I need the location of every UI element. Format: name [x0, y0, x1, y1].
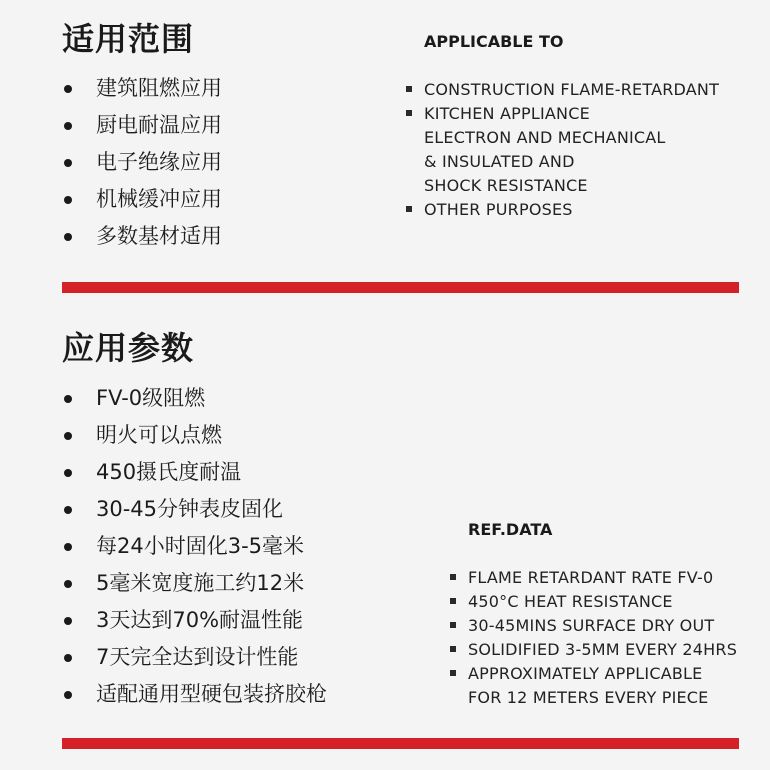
bullet-dot-icon: [64, 395, 72, 403]
en-item-line: SOLIDIFIED 3-5MM EVERY 24HRS: [468, 640, 738, 659]
en-item-line: CONSTRUCTION FLAME-RETARDANT: [424, 80, 720, 99]
cn-item-text: 30-45分钟表皮固化: [96, 497, 284, 521]
bullet-dot-icon: [64, 196, 72, 204]
en-list-item: [450, 590, 737, 614]
cn-list-item: [62, 417, 327, 454]
cn-list-item: [62, 144, 222, 181]
bullet-square-icon: [450, 598, 456, 604]
cn-item-text: 建筑阻燃应用: [96, 76, 222, 100]
bullet-square-icon: [450, 646, 456, 652]
cn-item-text: 机械缓冲应用: [96, 187, 222, 211]
en-list-item: [450, 566, 737, 590]
cn-item-text: 7天完全达到设计性能: [96, 645, 299, 669]
cn-item-text: 5毫米宽度施工约12米: [96, 571, 305, 595]
en-item-line: FLAME RETARDANT RATE FV-0: [468, 568, 714, 587]
en-item-line: & INSULATED AND: [424, 152, 575, 171]
cn-item-text: 适配通用型硬包装挤胶枪: [96, 682, 327, 706]
applicable-cn-list: [62, 70, 222, 255]
parameters-cn-list: [62, 380, 327, 713]
bullet-dot-icon: [64, 543, 72, 551]
cn-list-item: [62, 218, 222, 255]
bullet-dot-icon: [64, 122, 72, 130]
bullet-dot-icon: [64, 506, 72, 514]
cn-item-text: 每24小时固化3-5毫米: [96, 534, 305, 558]
bullet-dot-icon: [64, 233, 72, 241]
bullet-square-icon: [406, 206, 412, 212]
en-item-line: KITCHEN APPLIANCE: [424, 104, 590, 123]
en-list-item: [450, 614, 737, 638]
en-item-line: ELECTRON AND MECHANICAL: [424, 128, 666, 147]
cn-list-item: [62, 491, 327, 528]
cn-item-text: 多数基材适用: [96, 224, 222, 248]
cn-item-text: 3天达到70%耐温性能: [96, 608, 304, 632]
bullet-dot-icon: [64, 617, 72, 625]
en-list-item: [450, 662, 737, 710]
cn-list-item: [62, 528, 327, 565]
bullet-square-icon: [450, 574, 456, 580]
section-divider-bar: [62, 282, 739, 293]
cn-list-item: [62, 565, 327, 602]
section-parameters-heading: 应用参数: [62, 329, 195, 367]
section-divider-bar-bottom: [62, 738, 739, 749]
en-item-line: 450°C HEAT RESISTANCE: [468, 592, 673, 611]
refdata-en-list: [450, 566, 737, 710]
cn-list-item: [62, 181, 222, 218]
cn-list-item: [62, 639, 327, 676]
en-item-line: OTHER PURPOSES: [424, 200, 573, 219]
cn-list-item: [62, 70, 222, 107]
refdata-en-title: REF.DATA: [468, 520, 553, 539]
cn-item-text: 450摄氏度耐温: [96, 460, 242, 484]
en-item-line: APPROXIMATELY APPLICABLE: [468, 664, 703, 683]
cn-item-text: FV-0级阻燃: [96, 386, 206, 410]
en-list-item: [406, 198, 719, 222]
cn-item-text: 电子绝缘应用: [96, 150, 222, 174]
bullet-dot-icon: [64, 580, 72, 588]
en-item-line: 30-45MINS SURFACE DRY OUT: [468, 616, 715, 635]
en-list-item: [406, 78, 719, 102]
cn-item-text: 明火可以点燃: [96, 423, 222, 447]
cn-list-item: [62, 107, 222, 144]
cn-list-item: [62, 676, 327, 713]
section-applicable-heading: 适用范围: [62, 20, 195, 58]
bullet-square-icon: [406, 86, 412, 92]
en-list-item: [406, 102, 719, 198]
bullet-dot-icon: [64, 691, 72, 699]
applicable-en-list: [406, 78, 719, 222]
bullet-square-icon: [450, 670, 456, 676]
bullet-dot-icon: [64, 654, 72, 662]
bullet-dot-icon: [64, 85, 72, 93]
cn-list-item: [62, 380, 327, 417]
bullet-square-icon: [406, 110, 412, 116]
en-item-line: SHOCK RESISTANCE: [424, 176, 588, 195]
bullet-dot-icon: [64, 469, 72, 477]
cn-list-item: [62, 454, 327, 491]
cn-list-item: [62, 602, 327, 639]
en-item-line: FOR 12 METERS EVERY PIECE: [468, 688, 709, 707]
bullet-dot-icon: [64, 432, 72, 440]
bullet-dot-icon: [64, 159, 72, 167]
cn-item-text: 厨电耐温应用: [96, 113, 222, 137]
bullet-square-icon: [450, 622, 456, 628]
en-list-item: [450, 638, 737, 662]
applicable-en-title: APPLICABLE TO: [424, 32, 564, 51]
